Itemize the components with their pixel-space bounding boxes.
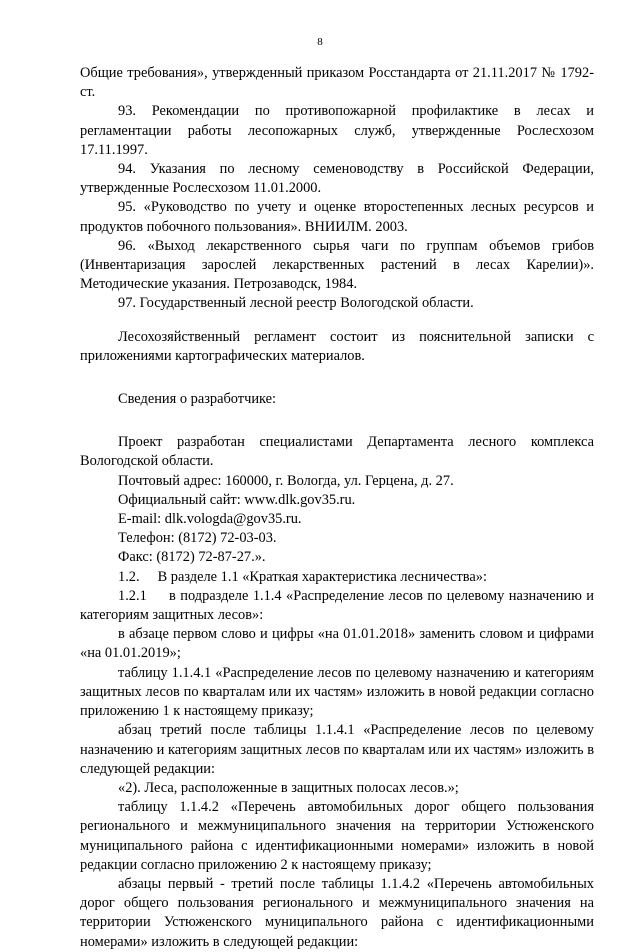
page-number: 8: [317, 36, 323, 48]
paragraph: 93. Рекомендации по противопожарной профилактике в лесах и регламентации работы лесопожарных служб, утвержденные Рослесхозом 17.11.1997.: [80, 103, 594, 158]
paragraph: «2). Леса, расположенные в защитных полосах лесов.»;: [118, 779, 459, 796]
paragraph: 94. Указания по лесному семеноводству в Российской Федерации, утвержденные Рослесхозом 11.01.2000.: [80, 161, 594, 197]
paragraph: Общие требования», утвержденный приказом Росстандарта от 21.11.2017 № 1792-ст.: [80, 65, 594, 101]
paragraph: Проект разработан специалистами Департамента лесного комплекса Вологодской области.: [80, 434, 594, 470]
paragraph: Лесохозяйственный регламент состоит из пояснительной записки с приложениями картографических материалов.: [80, 328, 594, 364]
paragraph: 1.2. В разделе 1.1 «Краткая характеристика лесничества»:: [118, 568, 487, 585]
paragraph: таблицу 1.1.4.1 «Распределение лесов по целевому назначению и категориям защитных лесов по кварталам или их частям» изложить в новой редакции согласно приложению 1 к настоящему приказу;: [80, 664, 594, 720]
paragraph: 97. Государственный лесной реестр Вологодской области.: [118, 295, 474, 312]
paragraph: абзац третий после таблицы 1.1.4.1 «Распределение лесов по целевому назначению и категориям защитных лесов по кварталам или их частям» изложить в следующей редакции:: [80, 722, 594, 777]
phone: Телефон: (8172) 72-03-03.: [118, 530, 277, 547]
paragraph: абзацы первый - третий после таблицы 1.1.4.2 «Перечень автомобильных дорог общего пользования регионального и межмуниципального значения на территории Устюженского муниципального района с идентификационными номерами» изложить в следующей редакции:: [80, 875, 594, 950]
paragraph: таблицу 1.1.4.2 «Перечень автомобильных дорог общего пользования регионального и межмуниципального значения на территории Устюженского муниципального района с идентификационными номерами» изложить в новой редакции согласно приложению 2 к настоящему приказу;: [80, 799, 594, 873]
document-body: [80, 64, 598, 952]
paragraph: 96. «Выход лекарственного сырья чаги по группам объемов грибов (Инвентаризация зарослей лекарственных растений в лесах Карелии)». Методические указания. Петрозаводск, 1984.: [80, 237, 594, 293]
paragraph: в абзаце первом слово и цифры «на 01.01.2018» заменить словом и цифрами «на 01.01.2019»;: [80, 626, 594, 662]
paragraph: 95. «Руководство по учету и оценке второстепенных лесных ресурсов и продуктов побочного пользования». ВНИИЛМ. 2003.: [80, 199, 594, 235]
postal-address: Почтовый адрес: 160000, г. Вологда, ул. Герцена, д. 27.: [118, 472, 454, 489]
website: Официальный сайт: www.dlk.gov35.ru.: [118, 491, 356, 508]
email: E-mail: dlk.vologda@gov35.ru.: [118, 511, 302, 528]
paragraph: 1.2.1 в подразделе 1.1.4 «Распределение лесов по целевому назначению и категориям защитных лесов»:: [80, 587, 598, 624]
section-heading: Сведения о разработчике:: [118, 391, 277, 408]
fax: Факс: (8172) 72-87-27.».: [118, 549, 266, 566]
